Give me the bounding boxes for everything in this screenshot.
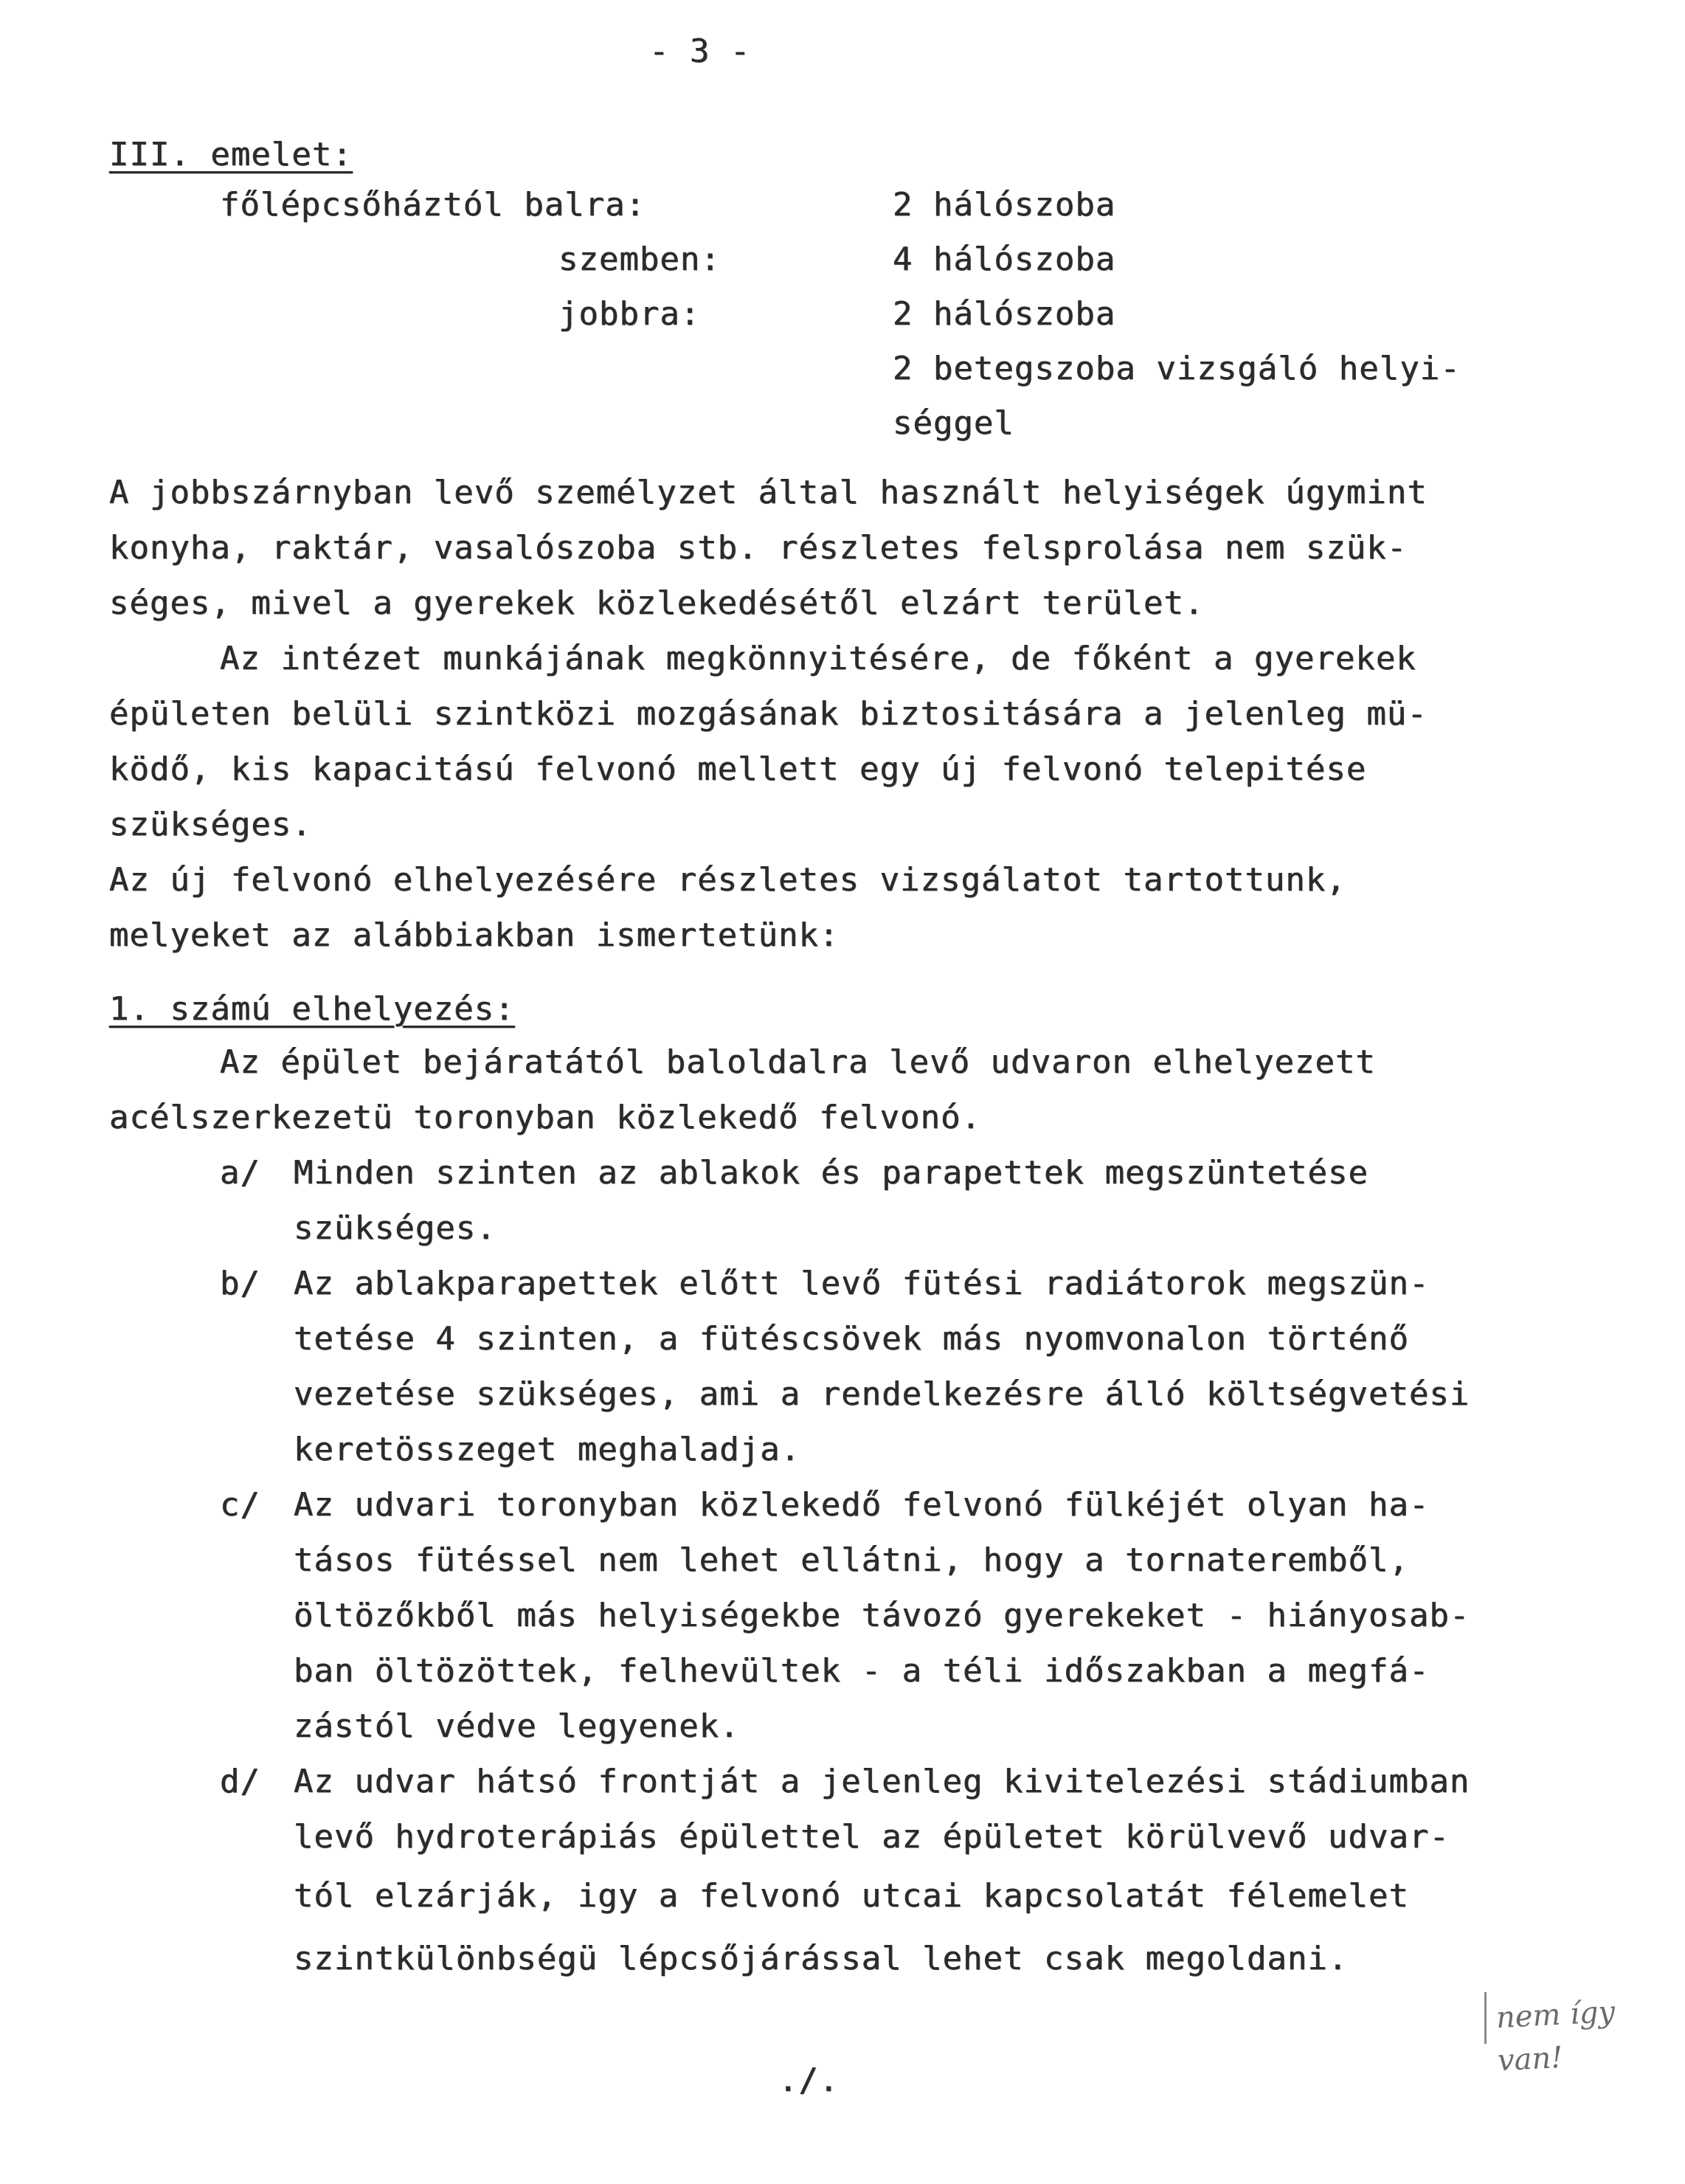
item-d-line: Az udvar hátsó frontját a jelenleg kivitelezési stádiumban — [294, 1763, 1470, 1800]
para2-line: Az intézet munkájának megkönnyitésére, de főként a gyerekek — [220, 640, 1416, 677]
para2-line: épületen belüli szintközi mozgásának biztositására a jelenleg mü- — [109, 695, 1428, 733]
margin-mark — [1484, 1992, 1487, 2044]
section-heading: 1. számú elhelyezés: — [109, 990, 515, 1028]
floor-heading: III. emelet: — [109, 136, 353, 173]
para3-line: melyeket az alábbiakban ismertetünk: — [109, 916, 840, 954]
item-c-line: ban öltözöttek, felhevültek - a téli időszakban a megfá- — [294, 1652, 1430, 1690]
room-opposite-value: 4 hálószoba — [893, 241, 1116, 278]
para1-line: konyha, raktár, vasalószoba stb. részletes felsprolása nem szük- — [109, 529, 1408, 567]
item-b-line: vezetése szükséges, ami a rendelkezésre álló költségvetési — [294, 1375, 1470, 1413]
room-left-label: főlépcsőháztól balra: — [220, 186, 646, 224]
item-d-line: tól elzárják, igy a felvonó utcai kapcsolatát félemelet — [294, 1877, 1409, 1915]
item-d-line: szintkülönbségü lépcsőjárással lehet csak megoldani. — [294, 1940, 1349, 1977]
item-b-line: tetése 4 szinten, a fütéscsövek más nyomvonalon történő — [294, 1320, 1409, 1358]
item-b-line: keretösszeget meghaladja. — [294, 1431, 801, 1468]
item-b-marker: b/ — [220, 1265, 260, 1302]
para2-line: szükséges. — [109, 806, 312, 843]
room-opposite-label: szemben: — [558, 241, 721, 278]
para2-line: ködő, kis kapacitású felvonó mellett egy új felvonó telepitése — [109, 750, 1367, 788]
item-c-line: öltözőkből más helyiségekbe távozó gyerekeket - hiányosab- — [294, 1597, 1470, 1634]
room-right-label: jobbra: — [558, 295, 701, 333]
para1-line: A jobbszárnyban levő személyzet által használt helyiségek úgymint — [109, 474, 1428, 511]
page-number: - 3 - — [649, 32, 751, 70]
handwritten-note-line: nem így — [1495, 1994, 1616, 2036]
item-c-line: Az udvari toronyban közlekedő felvonó fülkéjét olyan ha- — [294, 1486, 1430, 1524]
continuation-mark: ./. — [778, 2062, 840, 2099]
item-a-line: Minden szinten az ablakok és parapettek megszüntetése — [294, 1154, 1369, 1192]
item-c-line: zástól védve legyenek. — [294, 1707, 740, 1745]
section-intro-line: acélszerkezetü toronyban közlekedő felvonó. — [109, 1099, 982, 1136]
room-right-value-1: 2 hálószoba — [893, 295, 1116, 333]
item-d-line: levő hydroterápiás épülettel az épületet körülvevő udvar- — [294, 1818, 1450, 1856]
item-c-marker: c/ — [220, 1486, 260, 1524]
room-right-value-2-cont: séggel — [893, 404, 1014, 442]
item-a-line: szükséges. — [294, 1209, 496, 1247]
item-d-marker: d/ — [220, 1763, 260, 1800]
handwritten-note-line: van! — [1496, 2040, 1564, 2078]
room-right-value-2: 2 betegszoba vizsgáló helyi- — [893, 350, 1461, 387]
item-b-line: Az ablakparapettek előtt levő fütési radiátorok megszün- — [294, 1265, 1430, 1302]
para1-line: séges, mivel a gyerekek közlekedésétől elzárt terület. — [109, 584, 1205, 622]
room-left-value: 2 hálószoba — [893, 186, 1116, 224]
item-c-line: tásos fütéssel nem lehet ellátni, hogy a tornateremből, — [294, 1541, 1409, 1579]
para3-line: Az új felvonó elhelyezésére részletes vizsgálatot tartottunk, — [109, 861, 1346, 899]
section-intro-line: Az épület bejáratától baloldalra levő udvaron elhelyezett — [220, 1043, 1376, 1081]
item-a-marker: a/ — [220, 1154, 260, 1192]
